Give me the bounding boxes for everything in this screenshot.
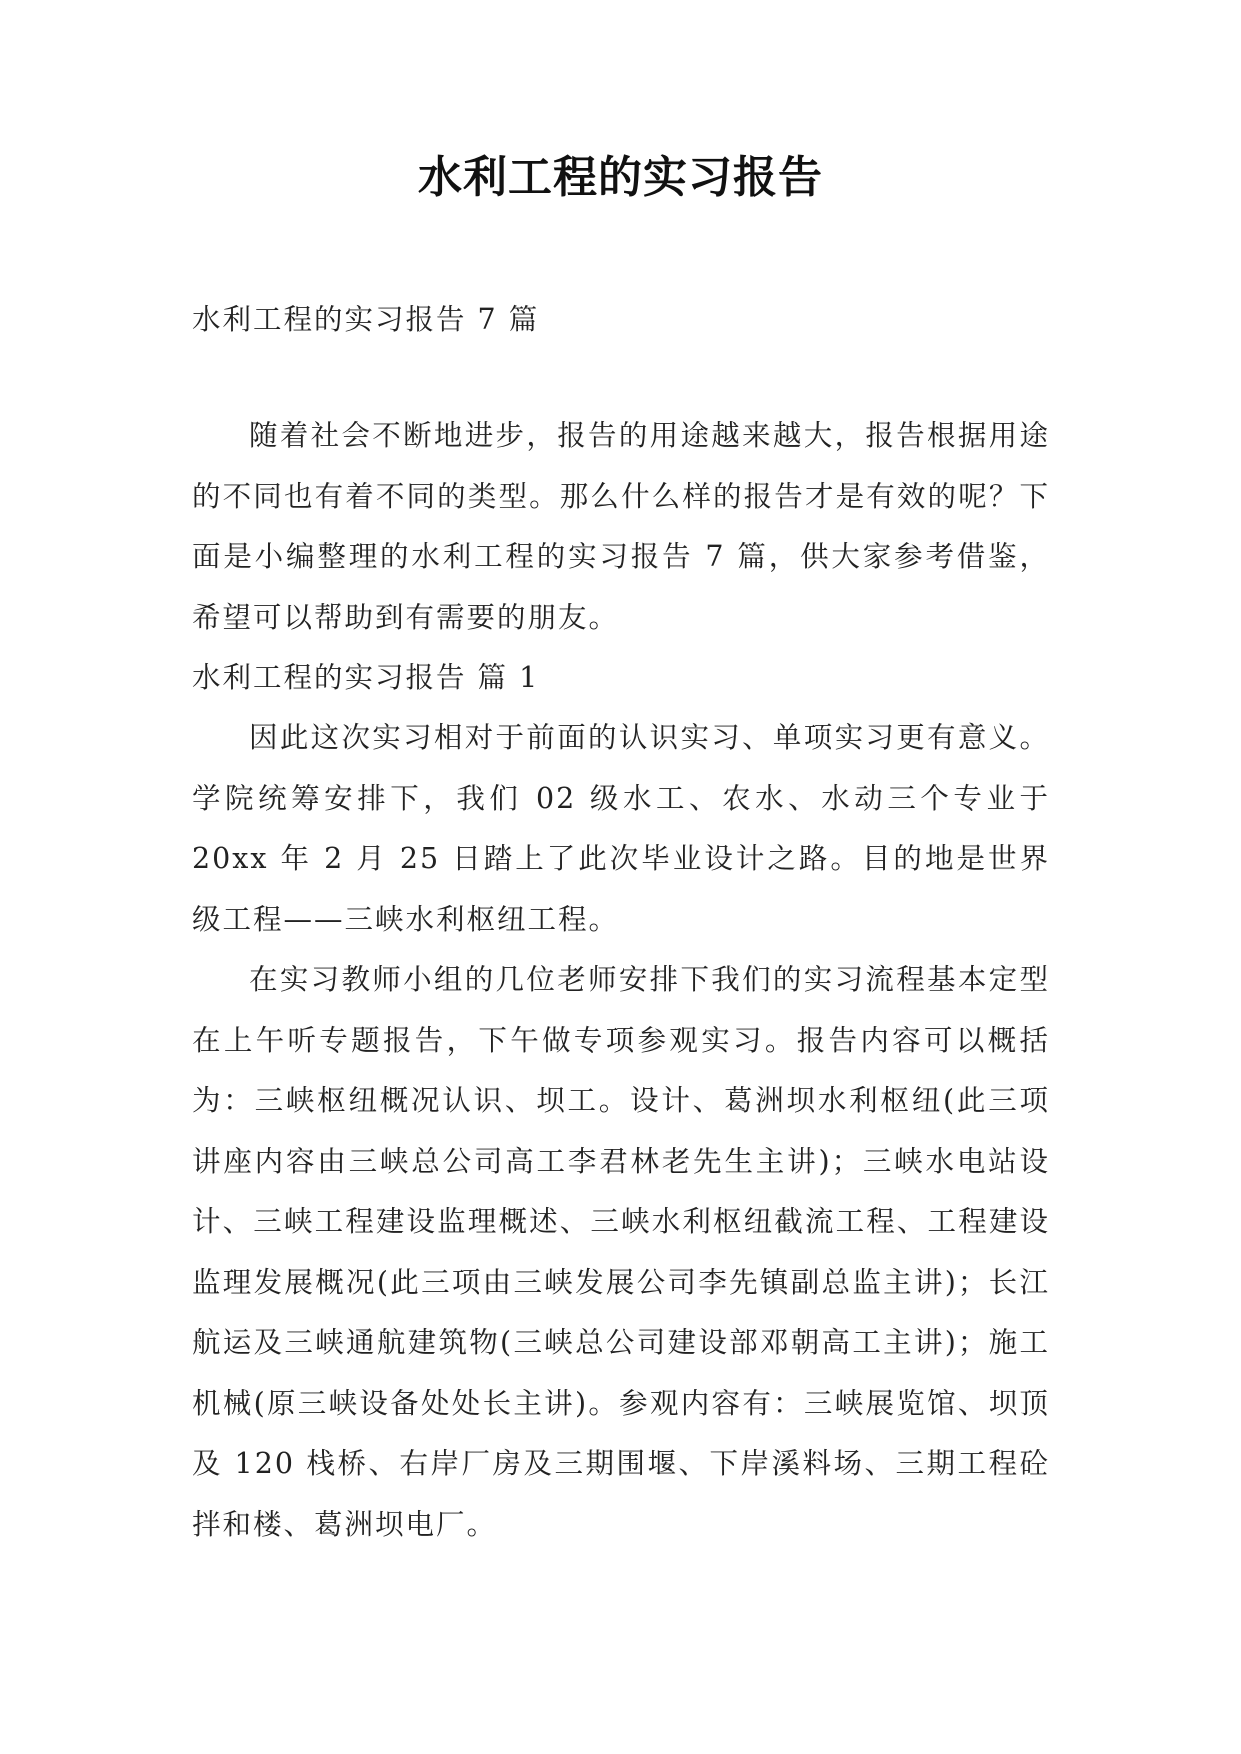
- document-title: 水利工程的实习报告: [418, 152, 823, 203]
- document-body: [192, 290, 1050, 1555]
- body-paragraph-2: 在实习教师小组的几位老师安排下我们的实习流程基本定型在上午听专题报告，下午做专项参观实习。报告内容可以概括为：三峡枢纽概况认识、坝工。设计、葛洲坝水利枢纽(此三项讲座内容由三峡总公司高工李君林老先生主讲)；三峡水电站设计、三峡工程建设监理概述、三峡水利枢纽截流工程、工程建设监理发展概况(此三项由三峡发展公司李先镇副总监主讲)；长江航运及三峡通航建筑物(三峡总公司建设部邓朝高工主讲)；施工机械(原三峡设备处处长主讲)。参观内容有：三峡展览馆、坝顶及 120 栈桥、右岸厂房及三期围堰、下岸溪料场、三期工程砼拌和楼、葛洲坝电厂。: [192, 963, 1050, 1541]
- document-subtitle: 水利工程的实习报告 7 篇: [192, 303, 540, 336]
- intro-section: [192, 406, 1050, 648]
- body-paragraph-1: 因此这次实习相对于前面的认识实习、单项实习更有意义。学院统筹安排下，我们 02 级水工、农水、水动三个专业于 20xx 年 2 月 25 日踏上了此次毕业设计之路。目的地是世界级工程——三峡水利枢纽工程。: [192, 721, 1050, 936]
- section-heading: 水利工程的实习报告 篇 1: [192, 661, 540, 694]
- intro-paragraph: 随着社会不断地进步，报告的用途越来越大，报告根据用途的不同也有着不同的类型。那么什么样的报告才是有效的呢？下面是小编整理的水利工程的实习报告 7 篇，供大家参考借鉴，希望可以帮助到有需要的朋友。: [192, 419, 1050, 634]
